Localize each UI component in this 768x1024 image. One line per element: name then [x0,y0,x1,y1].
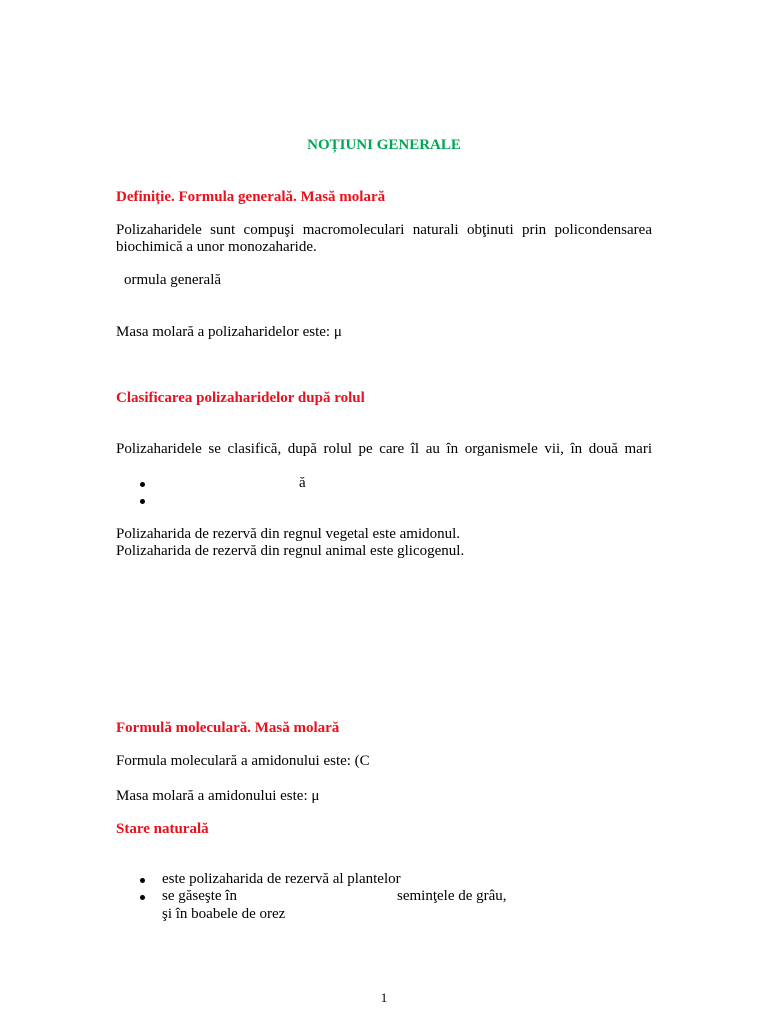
starch-molecular-formula: Formula moleculară a amidonului este: (C [116,753,370,769]
bullet-marker [140,895,145,900]
general-formula-fragment: ormula generală [124,272,222,288]
bullet-item-fragment: ă [299,475,306,491]
paragraph-classification: Polizaharidele se clasifică, după rolul pe care îl au în organismele vii, în două mari [116,441,652,457]
section-heading-molecular-formula: Formulă moleculară. Masă molară [116,720,340,736]
section-heading-classification: Clasificarea polizaharidelor după rolul [116,390,365,406]
bullet-marker [140,878,145,883]
natural-state-bullet-2-continuation: şi în boabele de orez [162,906,286,922]
starch-molar-mass: Masa molară a amidonului este: μ [116,788,320,804]
section-heading-definition: Definiție. Formula generală. Masă molară [116,189,386,205]
polysaccharide-molar-mass: Masa molară a polizaharidelor este: μ [116,324,342,340]
page-number: 1 [380,990,388,1005]
reserve-animal-sentence: Polizaharida de rezervă din regnul animal este glicogenul. [116,543,465,559]
paragraph-definition-line1: Polizaharidele sunt compuşi macromoleculari naturali obţinuti prin policondensarea [116,222,652,238]
bullet-marker [140,482,145,487]
section-heading-natural-state: Stare naturală [116,821,209,837]
reserve-plant-sentence: Polizaharida de rezervă din regnul vegetal este amidonul. [116,526,461,542]
paragraph-definition-line2: biochimică a unor monozaharide. [116,239,317,255]
natural-state-bullet-2-start: se găseşte în [162,888,237,904]
document-title: NOȚIUNI GENERALE [307,137,461,153]
natural-state-bullet-1: este polizaharida de rezervă al plantelor [162,871,401,887]
natural-state-bullet-2-end: seminţele de grâu, [397,888,507,904]
bullet-marker [140,499,145,504]
